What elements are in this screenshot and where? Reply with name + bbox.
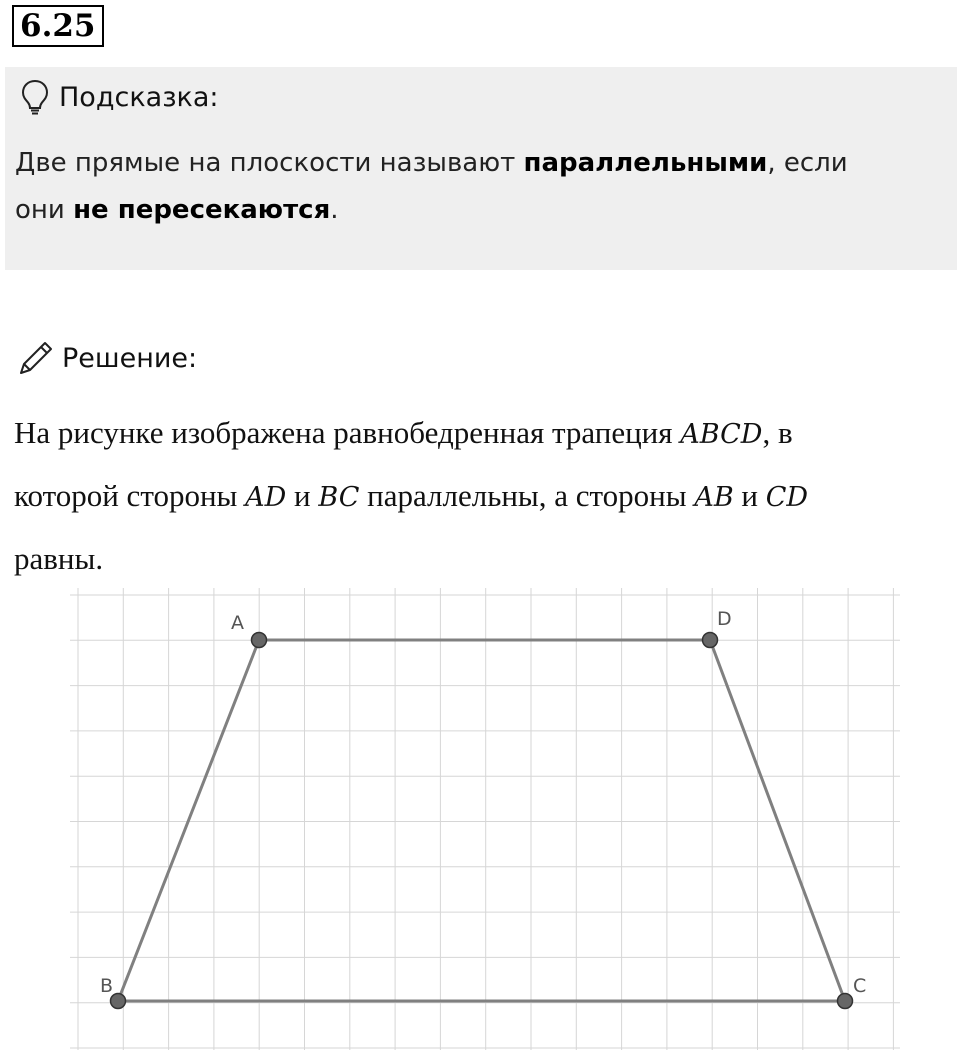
- trapezoid-figure: [70, 588, 900, 1050]
- trapezoid-shape: [118, 640, 845, 1001]
- hint-header: [21, 79, 219, 115]
- label-d: D: [717, 608, 732, 630]
- solution-text-part: и: [733, 478, 766, 513]
- solution-text-part: равны.: [14, 541, 104, 576]
- side-bc: BC: [318, 482, 360, 513]
- point-d: [703, 633, 718, 648]
- solution-title: Решение:: [62, 342, 198, 374]
- label-a: A: [231, 612, 244, 634]
- side-ad: AD: [245, 482, 287, 513]
- hint-box: [5, 67, 957, 270]
- trapezoid-name: ABCD: [680, 419, 763, 450]
- solution-text-part: , в: [762, 415, 793, 450]
- pencil-icon: [16, 338, 56, 378]
- solution-text-part: параллельны, а стороны: [359, 478, 695, 513]
- hint-text-part: они: [15, 195, 74, 225]
- hint-text-part: , если: [767, 148, 848, 178]
- lightbulb-icon: [21, 79, 49, 115]
- solution-text-part: которой стороны: [14, 478, 246, 513]
- problem-number: 6.25: [12, 5, 104, 47]
- hint-text-part: Две прямые на плоскости называют: [15, 148, 524, 178]
- side-ab: AB: [694, 482, 734, 513]
- point-a: [252, 633, 267, 648]
- hint-text: [15, 140, 935, 234]
- side-cd: CD: [765, 482, 809, 513]
- label-c: C: [853, 975, 867, 997]
- hint-text-part: .: [330, 195, 339, 225]
- solution-header: [16, 338, 197, 378]
- hint-term-not-intersect: не пересекаются: [73, 195, 331, 225]
- solution-text-part: На рисунке изображена равнобедренная трапеция: [14, 415, 681, 450]
- point-c: [838, 994, 853, 1009]
- hint-term-parallel: параллельными: [523, 148, 768, 178]
- hint-title: Подсказка:: [59, 81, 219, 113]
- solution-text: [14, 402, 949, 589]
- label-b: B: [100, 975, 114, 997]
- solution-text-part: и: [286, 478, 319, 513]
